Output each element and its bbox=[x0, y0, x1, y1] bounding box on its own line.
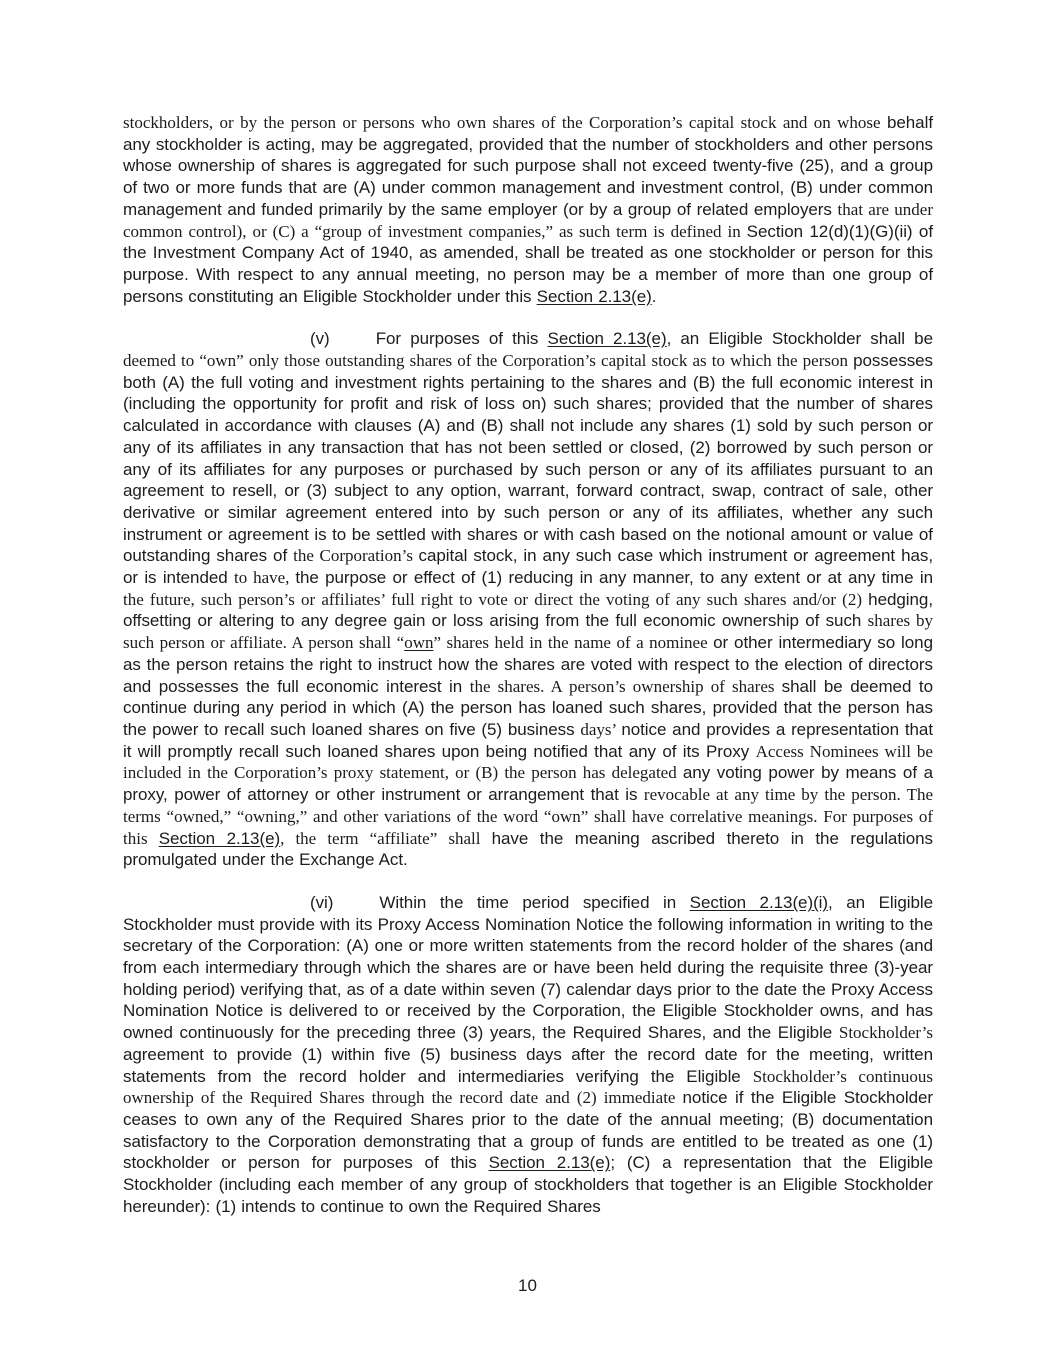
text-run: to have, bbox=[233, 568, 296, 588]
text-run: Stockholder’s continuous ownership of the Required Shares through the record date and (2) immediate bbox=[123, 1066, 933, 1108]
paragraph-clause-vi bbox=[123, 892, 933, 1218]
text-run: , an Eligible Stockholder shall be bbox=[666, 329, 933, 349]
text-run: shall be deemed to continue during any period in which (A) the person has loaned such shares, provided that the person has the power to recall such loaned shares on five (5) business bbox=[123, 676, 933, 739]
text-run: ” shares held in the name of a nominee bbox=[433, 633, 714, 653]
text-run: have the meaning ascribed thereto in the regulations promulgated under the Exchange Act. bbox=[123, 828, 933, 870]
text-run: the purpose or effect of (1) reducing in any manner, to any extent or at any time in bbox=[295, 568, 933, 588]
text-run: Within the time period specified in bbox=[379, 892, 690, 912]
text-run: deemed to “own” only those outstanding shares of the Corporation’s capital stock as to which the person bbox=[123, 351, 854, 371]
section-reference: own bbox=[404, 633, 434, 653]
section-reference: Section 2.13(e) bbox=[488, 1153, 611, 1173]
section-reference: Section 2.13(e) bbox=[158, 828, 281, 848]
text-run: any voting power by means of a proxy, power of attorney or other instrument or arrangement that is bbox=[123, 763, 933, 805]
section-reference: Section 2.13(e) bbox=[536, 286, 652, 306]
document-body bbox=[123, 112, 933, 1217]
text-run: days’ bbox=[580, 719, 622, 739]
text-run: shares by such person or affiliate. A person shall “ bbox=[123, 611, 934, 653]
text-run: notice and provides a representation that it will promptly recall such loaned shares upon being notified that any of its Proxy bbox=[123, 719, 934, 761]
text-run: (v) bbox=[310, 329, 330, 349]
text-run: (vi) bbox=[310, 892, 334, 912]
section-reference: Section 2.13(e) bbox=[547, 329, 667, 349]
text-run: capital stock, in any such case which instrument or agreement has, or is intended bbox=[123, 546, 934, 588]
page-number: 10 bbox=[518, 1276, 537, 1295]
text-run: hedging, offsetting or altering to any degree gain or loss arising from the full economic ownership of such bbox=[123, 589, 933, 631]
text-run: that are under common control), or (C) a “group of investment companies,” as such term is defined in bbox=[123, 199, 933, 241]
text-run: ; (C) a representation that the Eligible Stockholder (including each member of any group of stockholders that together is an Eligible Stockholder hereunder): (1) intends to continue to own the Required Shares bbox=[123, 1153, 933, 1216]
text-run: agreement to provide (1) within five (5) business days after the record date for the meeting, written statements from the record holder and intermediaries verifying the Eligible bbox=[123, 1044, 933, 1086]
text-run: or other intermediary so long as the person retains the right to instruct how the shares are voted with respect to the election of directors and possesses the full economic interest in bbox=[123, 633, 933, 696]
text-run: notice if the Eligible Stockholder ceases to own any of the Required Shares prior to the date of the annual meeting; (B) documentation satisfactory to the Corporation demonstrating that a group of funds are entitled to be treated as one (1) stockholder or person for purposes of this bbox=[123, 1088, 933, 1173]
text-run: . bbox=[651, 286, 657, 306]
text-run: , an Eligible Stockholder must provide with its Proxy Access Nomination Notice the following information in writing to the secretary of the Corporation: (A) one or more written statements from the record holder of the shares (and from each intermediary through which the shares are or have been held during the requisite three (3)-year holding period) verifying that, as of a date within seven (7) calendar days prior to the date the Proxy Access Nomination Notice is delivered to or received by the Corporation, the Eligible Stockholder owns, and has owned continuously for the preceding three (3) years, the Required Shares, and the Eligible bbox=[123, 892, 933, 1043]
paragraph-clause-v bbox=[123, 328, 933, 871]
text-run: the Corporation’s bbox=[293, 546, 419, 566]
paragraph-continuation bbox=[123, 112, 933, 307]
text-run: stockholders, or by the person or persons who own shares of the Corporation’s capital stock and on whose bbox=[123, 113, 887, 132]
text-run: the future, such person’s or affiliates’ full right to vote or direct the voting of any such shares and/or (2) bbox=[123, 589, 869, 609]
section-reference: Section 2.13(e)(i) bbox=[689, 892, 829, 912]
text-run: behalf any stockholder is acting, may be aggregated, provided that the number of stockholders and other persons whose ownership of shares is aggregated for such purpose shall not exceed twenty-five (25), and a group of two or more funds that are (A) under common management and investment control, (B) under common management and funded primarily by the same employer (or by a group of related employers bbox=[123, 113, 933, 219]
text-run: For purposes of this bbox=[375, 329, 548, 349]
text-run: Section 12(d)(1)(G)(ii) of the Investment Company Act of 1940, as amended, shall be treated as one stockholder or person for this purpose. With respect to any annual meeting, no person may be a member of more than one group of persons constituting an Eligible Stockholder under this bbox=[123, 221, 933, 306]
text-run: Stockholder’s bbox=[838, 1023, 933, 1043]
text-run: the shares. A person’s ownership of shares bbox=[469, 676, 782, 696]
text-run: possesses both (A) the full voting and investment rights pertaining to the shares and (B) the full economic interest in (including the opportunity for profit and risk of loss on) such shares; provided that the number of shares calculated in accordance with clauses (A) and (B) shall not include any shares (1) sold by such person or any of its affiliates in any transaction that has not been settled or closed, (2) borrowed by such person or any of its affiliates for any purposes or purchased by such person or any of its affiliates pursuant to an agreement to resell, or (3) subject to any option, warrant, forward contract, swap, contract of sale, other derivative or similar agreement entered into by such person or any of its affiliates, whether any such instrument or agreement is to be settled with shares or with cash based on the notional amount or value of outstanding shares of bbox=[123, 351, 933, 566]
text-run: , the term “affiliate” shall bbox=[280, 828, 492, 848]
text-run: Access Nominees will be included in the Corporation’s proxy statement, or (B) the person has delegated bbox=[123, 741, 933, 783]
text-run: revocable at any time by the person. The terms “owned,” “owning,” and other variations of the word “own” shall have correlative meanings. For purposes of this bbox=[123, 785, 933, 848]
